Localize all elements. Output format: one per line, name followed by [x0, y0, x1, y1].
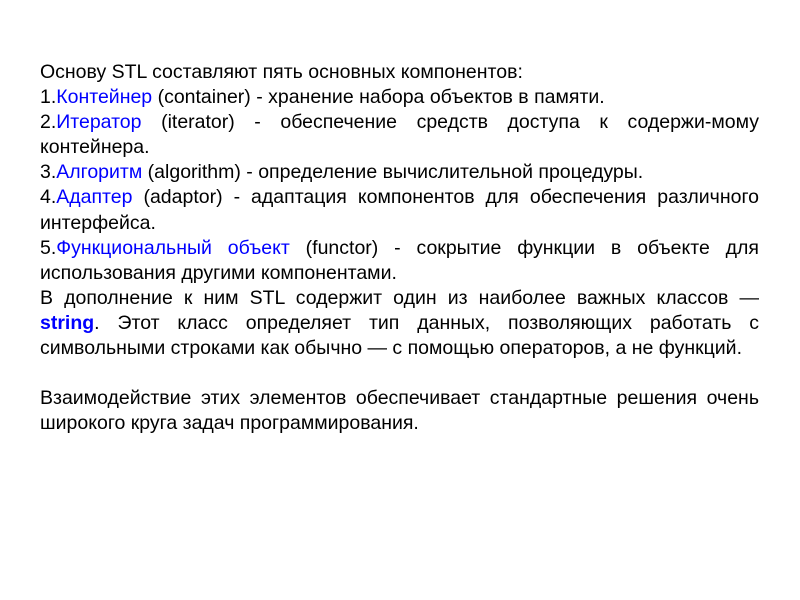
addition-paragraph — [40, 286, 759, 361]
item-term: Адаптер — [56, 186, 133, 209]
item-description: (algorithm) - определение вычислительной процедуры. — [142, 161, 644, 184]
item-term: Итератор — [56, 111, 142, 134]
item-description: (container) - хранение набора объектов в памяти. — [152, 86, 605, 109]
item-description: (functor) - сокрытие функции в объекте для использования другими компонентами. — [40, 236, 759, 284]
addition-after: . Этот класс определяет тип данных, позволяющих работать с символьными строками как обычно — с помощью операторов, а не функций. — [40, 311, 759, 360]
paragraph-spacer — [40, 361, 759, 386]
intro-text: Основу STL составляют пять основных компонентов: — [40, 61, 523, 83]
addition-before: В дополнение к ним STL содержит один из наиболее важных классов — — [40, 286, 759, 309]
item-number: 3. — [40, 161, 57, 184]
string-keyword: string — [40, 311, 95, 334]
list-item-algorithm — [40, 160, 759, 185]
item-term: Алгоритм — [56, 161, 143, 184]
item-number: 5. — [40, 236, 57, 259]
slide-body — [40, 60, 759, 436]
list-item-functor — [40, 236, 759, 286]
list-item-container — [40, 85, 759, 110]
item-term: Контейнер — [56, 86, 153, 109]
item-number: 1. — [40, 86, 57, 109]
conclusion-paragraph: Взаимодействие этих элементов обеспечивает стандартные решения очень широкого круга задач программирования. — [40, 387, 759, 435]
item-number: 2. — [40, 111, 57, 134]
item-term: Функциональный объект — [56, 236, 290, 259]
item-description: (adaptor) - адаптация компонентов для обеспечения различного интерфейса. — [40, 186, 759, 234]
list-item-iterator — [40, 110, 759, 160]
item-description: (iterator) - обеспечение средств доступа к содержи-мому контейнера. — [40, 111, 759, 159]
list-item-adaptor — [40, 185, 759, 235]
item-number: 4. — [40, 186, 57, 209]
